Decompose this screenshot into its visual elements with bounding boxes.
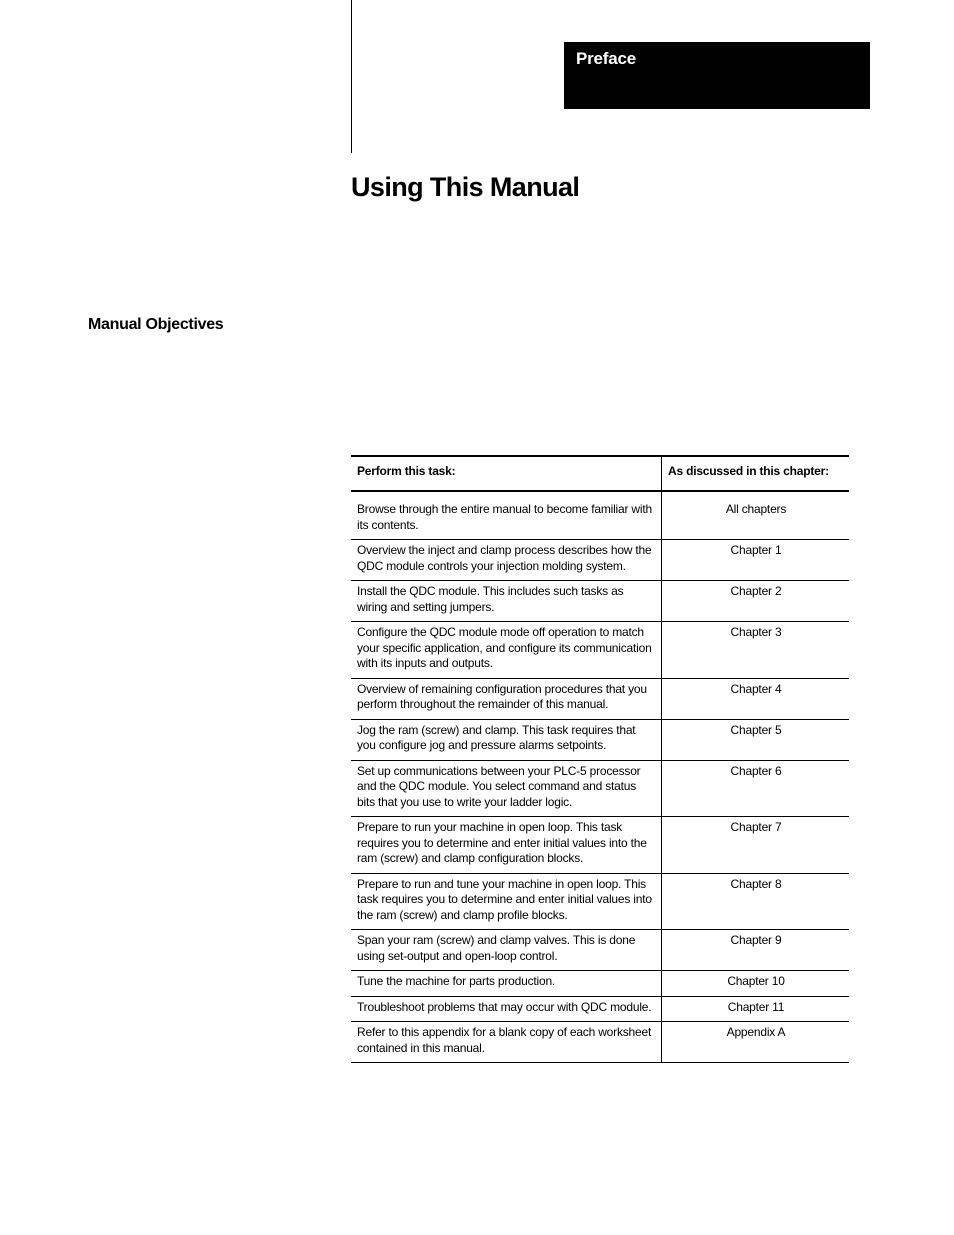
- preface-tab: [564, 42, 870, 109]
- column-header-chapter: As discussed in this chapter:: [668, 464, 829, 478]
- table-row: [351, 622, 849, 679]
- table-row: [351, 930, 849, 971]
- chapter-cell: Chapter 1: [730, 543, 782, 557]
- task-cell: Overview the inject and clamp process describes how the QDC module controls your injection molding system.: [351, 540, 662, 581]
- objectives-table: [351, 455, 849, 1063]
- task-cell: Browse through the entire manual to become familiar with its contents.: [351, 491, 662, 540]
- task-cell: Troubleshoot problems that may occur with QDC module.: [351, 996, 662, 1022]
- table-row: [351, 996, 849, 1022]
- table-row: [351, 719, 849, 760]
- chapter-cell: Chapter 2: [730, 584, 782, 598]
- task-cell: Configure the QDC module mode off operation to match your specific application, and configure its communication with its inputs and outputs.: [351, 622, 662, 679]
- task-cell: Install the QDC module. This includes such tasks as wiring and setting jumpers.: [351, 581, 662, 622]
- table-header-row: [351, 456, 849, 491]
- chapter-cell: Chapter 7: [730, 820, 782, 834]
- chapter-cell: All chapters: [725, 502, 787, 516]
- task-cell: Refer to this appendix for a blank copy of each worksheet contained in this manual.: [351, 1022, 662, 1063]
- section-heading: Manual Objectives: [88, 316, 224, 333]
- table-row: [351, 491, 849, 540]
- table-row: [351, 817, 849, 874]
- table-row: [351, 971, 849, 997]
- task-cell: Jog the ram (screw) and clamp. This task requires that you configure jog and pressure alarms setpoints.: [351, 719, 662, 760]
- chapter-cell: Chapter 8: [730, 876, 782, 891]
- chapter-cell: Chapter 4: [730, 681, 782, 696]
- task-cell: Overview of remaining configuration procedures that you perform throughout the remainder of this manual.: [351, 678, 662, 719]
- task-cell: Prepare to run your machine in open loop. This task requires you to determine and enter initial values into the ram (screw) and clamp configuration blocks.: [351, 817, 662, 874]
- chapter-cell: Chapter 6: [730, 763, 782, 778]
- task-cell: Set up communications between your PLC-5 processor and the QDC module. You select command and status bits that you use to write your ladder logic.: [351, 760, 662, 817]
- column-header-task: Perform this task:: [351, 456, 662, 491]
- chapter-cell: Chapter 10: [727, 974, 785, 988]
- table-row: [351, 760, 849, 817]
- preface-tab-label: Preface: [576, 49, 637, 68]
- chapter-cell: Chapter 11: [727, 999, 785, 1014]
- page-title: Using This Manual: [351, 172, 580, 202]
- table-row: [351, 540, 849, 581]
- chapter-cell: Chapter 3: [730, 625, 782, 639]
- task-cell: Tune the machine for parts production.: [351, 971, 662, 997]
- margin-rule: [351, 0, 352, 153]
- table-row: [351, 873, 849, 930]
- task-cell: Prepare to run and tune your machine in open loop. This task requires you to determine and enter initial values into the ram (screw) and clamp profile blocks.: [351, 873, 662, 930]
- table-row: [351, 1022, 849, 1063]
- chapter-cell: Chapter 9: [730, 933, 782, 947]
- task-cell: Span your ram (screw) and clamp valves. This is done using set-output and open-loop control.: [351, 930, 662, 971]
- table-row: [351, 678, 849, 719]
- table-row: [351, 581, 849, 622]
- chapter-cell: Appendix A: [726, 1025, 786, 1039]
- chapter-cell: Chapter 5: [730, 722, 782, 737]
